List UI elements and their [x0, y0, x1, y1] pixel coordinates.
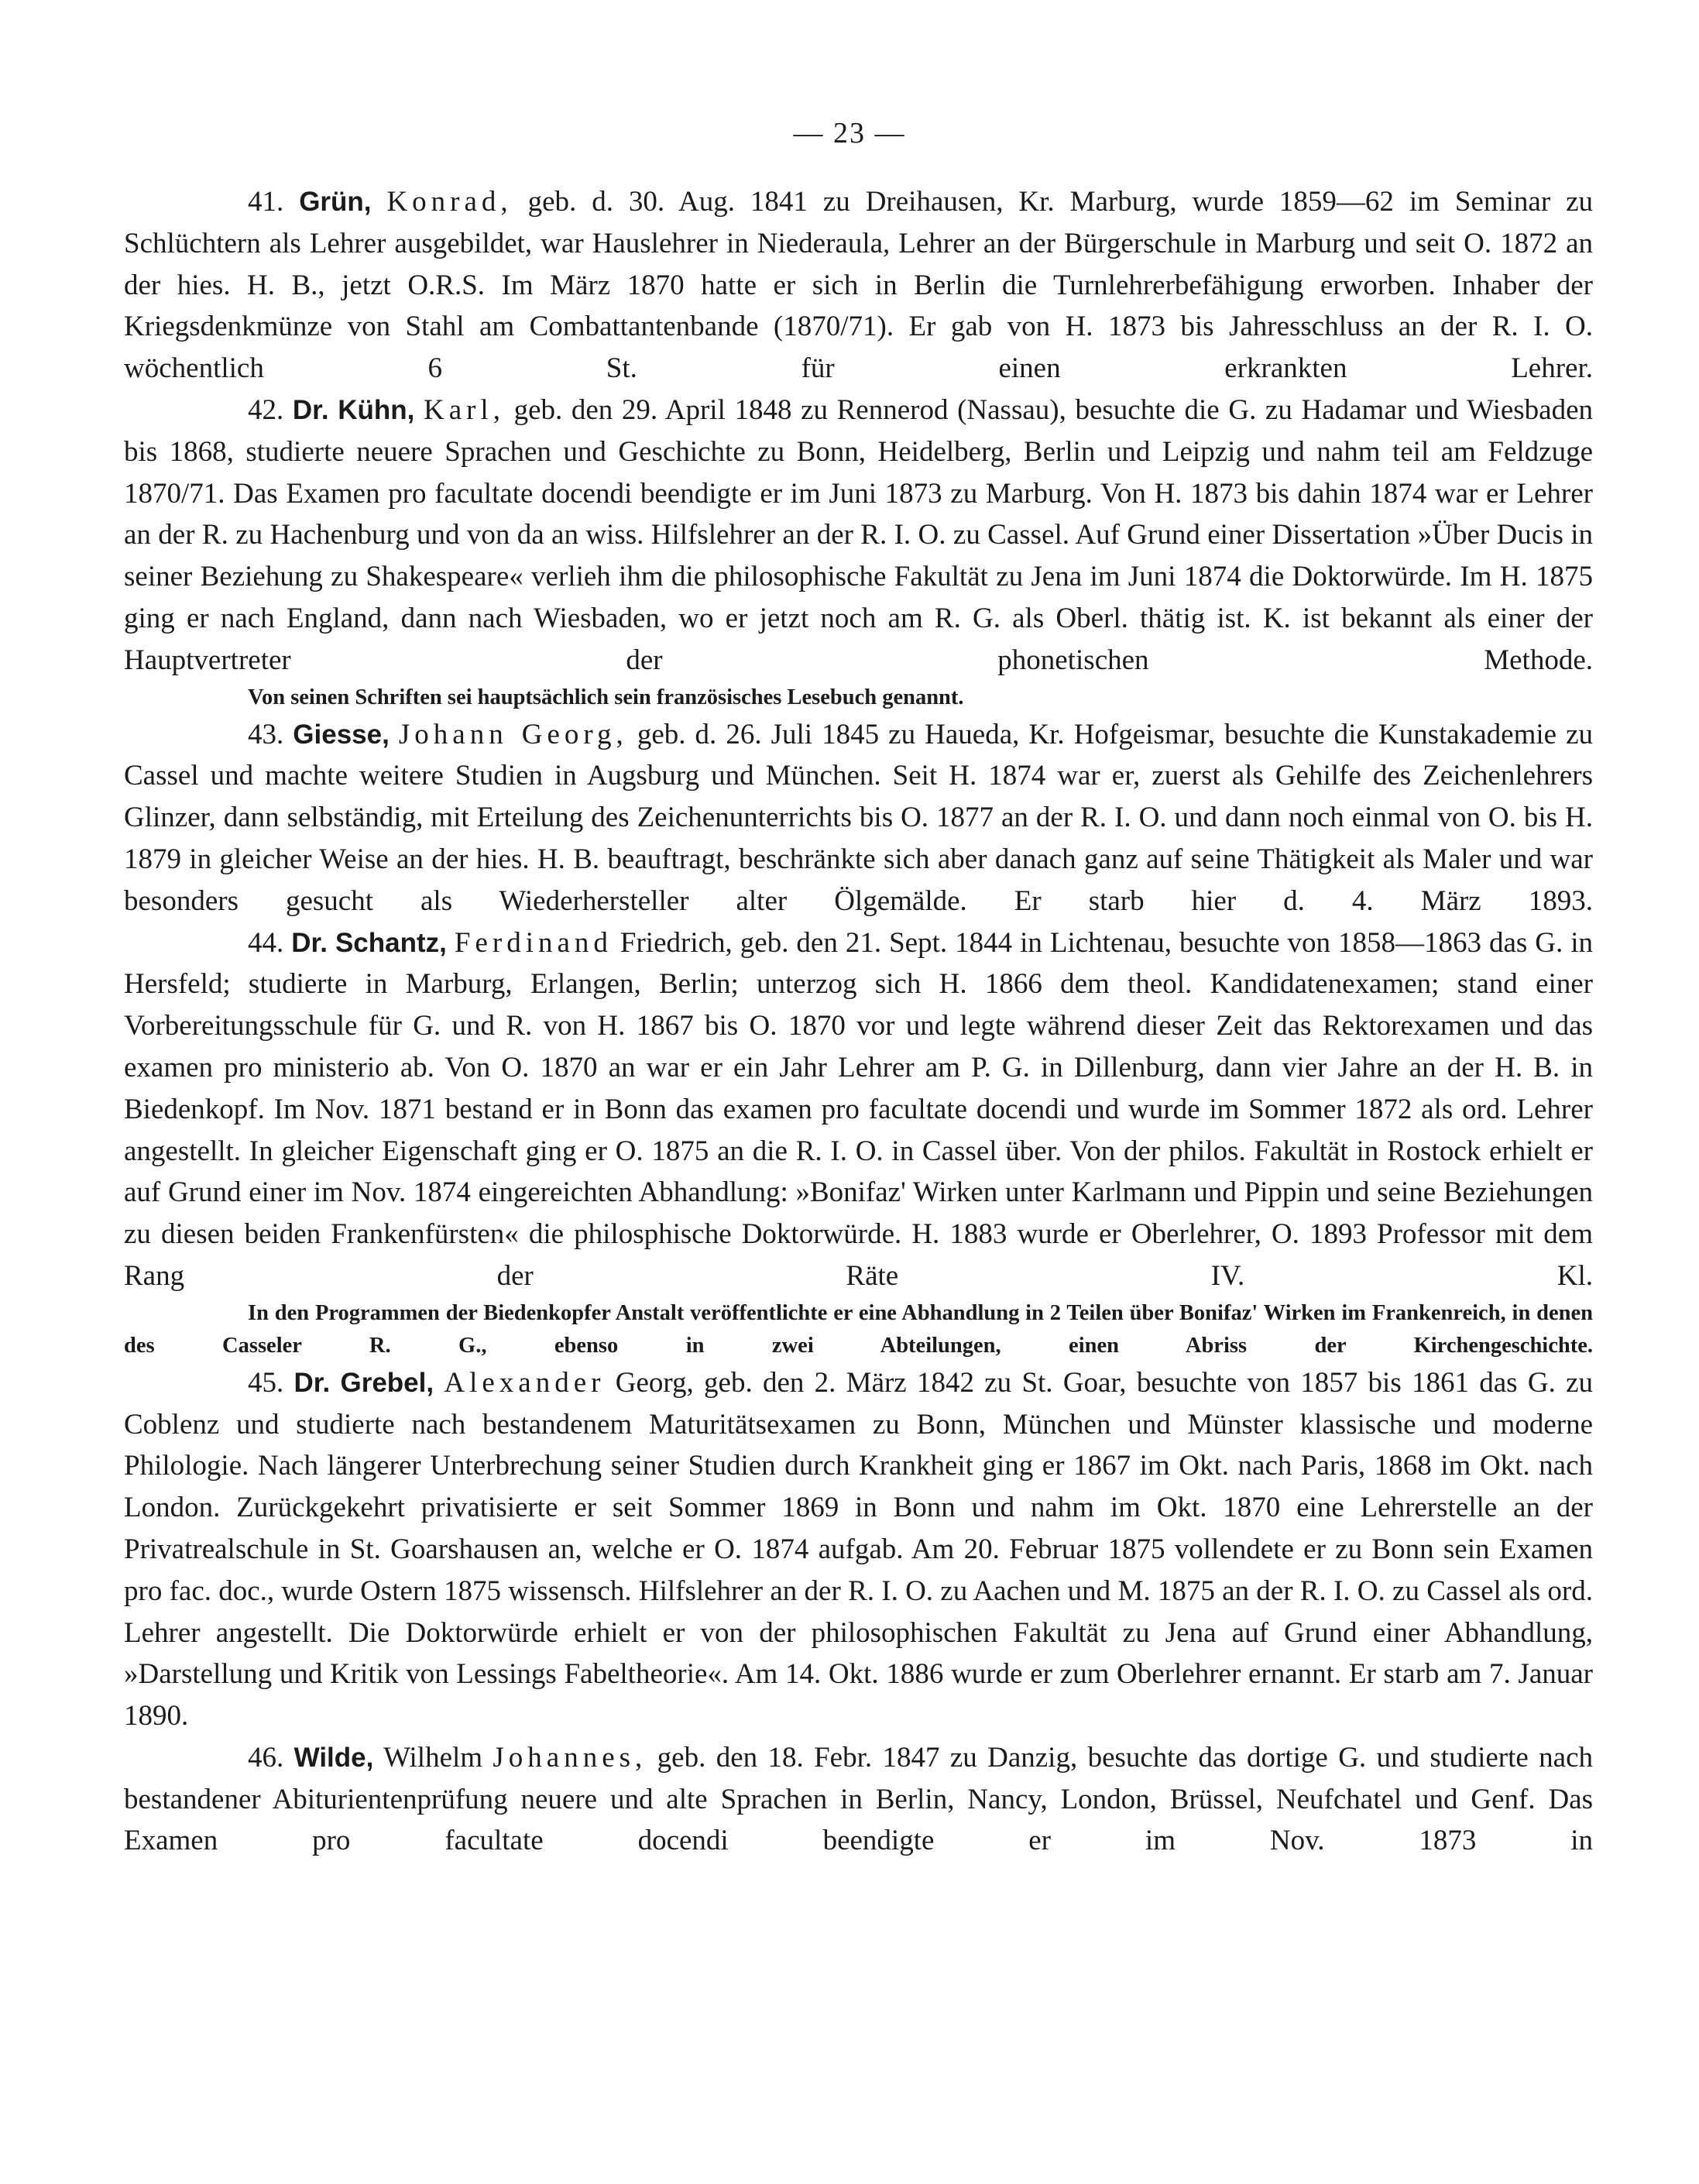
person-name: Schantz,: [335, 927, 447, 958]
entry-text: Georg, geb. den 2. März 1842 zu St. Goar, besuchte von 1857 bis 1861 das G. zu Coblenz und studierte nach bestandenem Maturitätsexamen zu Bonn, München und Münster klassische und moderne Philologie. Nach längerer Unterbrechung seiner Studien durch Krankheit ging er 1867 im Okt. nach Paris, 1868 im Okt. nach London. Zurückgekehrt privatisierte er seit Sommer 1869 in Bonn und nahm im Okt. 1870 eine Lehrerstelle an der Privatrealschule in St. Goarshausen an, welche er O. 1874 aufgab. Am 20. Februar 1875 vollendete er zu Bonn sein Examen pro fac. doc., wurde Ostern 1875 wissensch. Hilfslehrer an der R. I. O. zu Aachen und M. 1875 an der R. I. O. zu Cassel als ord. Lehrer angestellt. Die Doktorwürde erhielt er von der philosophischen Fakultät zu Jena auf Grund einer Abhandlung, »Darstellung und Kritik von Lessings Fabeltheorie«. Am 14. Okt. 1886 wurde er zum Oberlehrer ernannt. Er starb am 7. Januar 1890.: [124, 1366, 1593, 1732]
person-name: Grebel,: [340, 1367, 434, 1398]
entry-43: [124, 714, 1593, 922]
entry-45: [124, 1362, 1593, 1737]
person-name: Wilde,: [293, 1742, 374, 1773]
given-name: Johannes,: [493, 1741, 647, 1774]
given-name: Konrad,: [386, 186, 513, 218]
pre-given-name: Wilhelm: [383, 1741, 483, 1774]
entry-text: geb. d. 26. Juli 1845 zu Haueda, Kr. Hofgeismar, besuchte die Kunstakademie zu Cassel und machte weitere Studien in Augsburg und München. Seit H. 1874 war er, zuerst als Gehilfe des Zeichenlehrers Glinzer, dann selbständig, mit Erteilung des Zeichenunterrichts bis O. 1877 an der R. I. O. und dann noch einmal von O. bis H. 1879 in gleicher Weise an der hies. H. B. beauftragt, beschränkte sich aber danach ganz auf seine Thätigkeit als Maler und war besonders gesucht als Wiederhersteller alter Ölgemälde. Er starb hier d. 4. März 1893.: [124, 718, 1594, 917]
entry-number: 45.: [248, 1366, 284, 1399]
entry-number: 41.: [248, 186, 284, 218]
entry-41: [124, 181, 1593, 390]
entry-text: geb. den 29. April 1848 zu Rennerod (Nassau), besuchte die G. zu Hadamar und Wiesbaden bis 1868, studierte neuere Sprachen und Geschichte zu Bonn, Heidelberg, Berlin und Leipzig und nahm teil am Feldzuge 1870/71. Das Examen pro facultate docendi beendigte er im Juni 1873 zu Marburg. Von H. 1873 bis dahin 1874 war er Lehrer an der R. zu Hachenburg und von da an wiss. Hilfslehrer an der R. I. O. zu Cassel. Auf Grund einer Dissertation »Über Ducis in seiner Beziehung zu Shakespeare« verlieh ihm die philosophische Fakultät zu Jena im Juni 1874 die Doktorwürde. Im H. 1875 ging er nach England, dann nach Wiesbaden, wo er jetzt noch am R. G. als Oberl. thätig ist. K. ist bekannt als einer der Hauptvertreter der phonetischen Methode.: [124, 393, 1594, 676]
entry-42-note: Von seinen Schriften sei hauptsächlich sein französisches Lesebuch genannt.: [248, 685, 964, 709]
title-dr: Dr.: [292, 394, 329, 425]
entry-text: Friedrich, geb. den 21. Sept. 1844 in Lichtenau, besuchte von 1858—1863 das G. in Hersfeld; studierte in Marburg, Erlangen, Berlin; unterzog sich H. 1866 dem theol. Kandidatenexamen; stand einer Vorbereitungsschule für G. und R. von H. 1867 bis O. 1870 vor und legte während dieser Zeit das Rektorexamen und das examen pro ministerio ab. Von O. 1870 an war er ein Jahr Lehrer am P. G. in Dillenburg, dann vier Jahre an der H. B. in Biedenkopf. Im Nov. 1871 bestand er in Bonn das examen pro facultate docendi und wurde im Sommer 1872 als ord. Lehrer angestellt. In gleicher Eigenschaft ging er O. 1875 an die R. I. O. in Cassel über. Von der philos. Fakultät in Rostock erhielt er auf Grund einer im Nov. 1874 eingereichten Abhandlung: »Bonifaz' Wirken unter Karlmann und Pippin und seine Beziehungen zu diesen beiden Frankenfürsten« die philosphische Doktorwürde. H. 1883 wurde er Oberlehrer, O. 1893 Professor mit dem Rang der Räte IV. Kl.: [124, 926, 1594, 1292]
person-name: Grün,: [299, 187, 372, 217]
entry-number: 42.: [248, 393, 284, 426]
given-name: Johann Georg,: [398, 718, 628, 750]
entry-text: geb. d. 30. Aug. 1841 zu Dreihausen, Kr. Marburg, wurde 1859—62 im Seminar zu Schlüchtern als Lehrer ausgebildet, war Hauslehrer in Niederaula, Lehrer an der Bürgerschule in Marburg und seit O. 1872 an der hies. H. B., jetzt O.R.S. Im März 1870 hatte er sich in Berlin die Turnlehrerbefähigung erworben. Inhaber der Kriegsdenkmünze von Stahl am Combattantenbande (1870/71). Er gab von H. 1873 bis Jahresschluss an der R. I. O. wöchentlich 6 St. für einen erkrankten Lehrer.: [124, 186, 1594, 385]
entry-42: [124, 390, 1593, 682]
entry-number: 43.: [248, 718, 284, 750]
entry-number: 44.: [248, 926, 284, 959]
entry-number: 46.: [248, 1741, 284, 1774]
entry-44: [124, 922, 1593, 1297]
page-number: — 23 —: [793, 117, 906, 149]
given-name: Karl,: [423, 393, 505, 426]
entry-text: geb. den 18. Febr. 1847 zu Danzig, besuchte das dortige G. und studierte nach bestandener Abiturientenprüfung neuere und alte Sprachen in Berlin, Nancy, London, Brüssel, Neufchatel und Genf. Das Examen pro facultate docendi beendigte er im Nov. 1873 in: [124, 1741, 1594, 1857]
document-body: [124, 181, 1593, 1862]
given-name: Alexander: [444, 1366, 606, 1399]
person-name: Giesse,: [293, 719, 390, 750]
person-name: Kühn,: [338, 394, 415, 425]
title-dr: Dr.: [291, 927, 328, 958]
title-dr: Dr.: [293, 1367, 331, 1398]
entry-44-note: In den Programmen der Biedenkopfer Anstalt veröffentlichte er eine Abhandlung in 2 Teilen über Bonifaz' Wirken im Frankenreich, in denen des Casseler R. G., ebenso in zwei Abteilungen, einen Abriss der Kirchengeschichte.: [124, 1300, 1593, 1358]
given-name: Ferdinand: [454, 926, 613, 959]
entry-46: [124, 1737, 1593, 1862]
